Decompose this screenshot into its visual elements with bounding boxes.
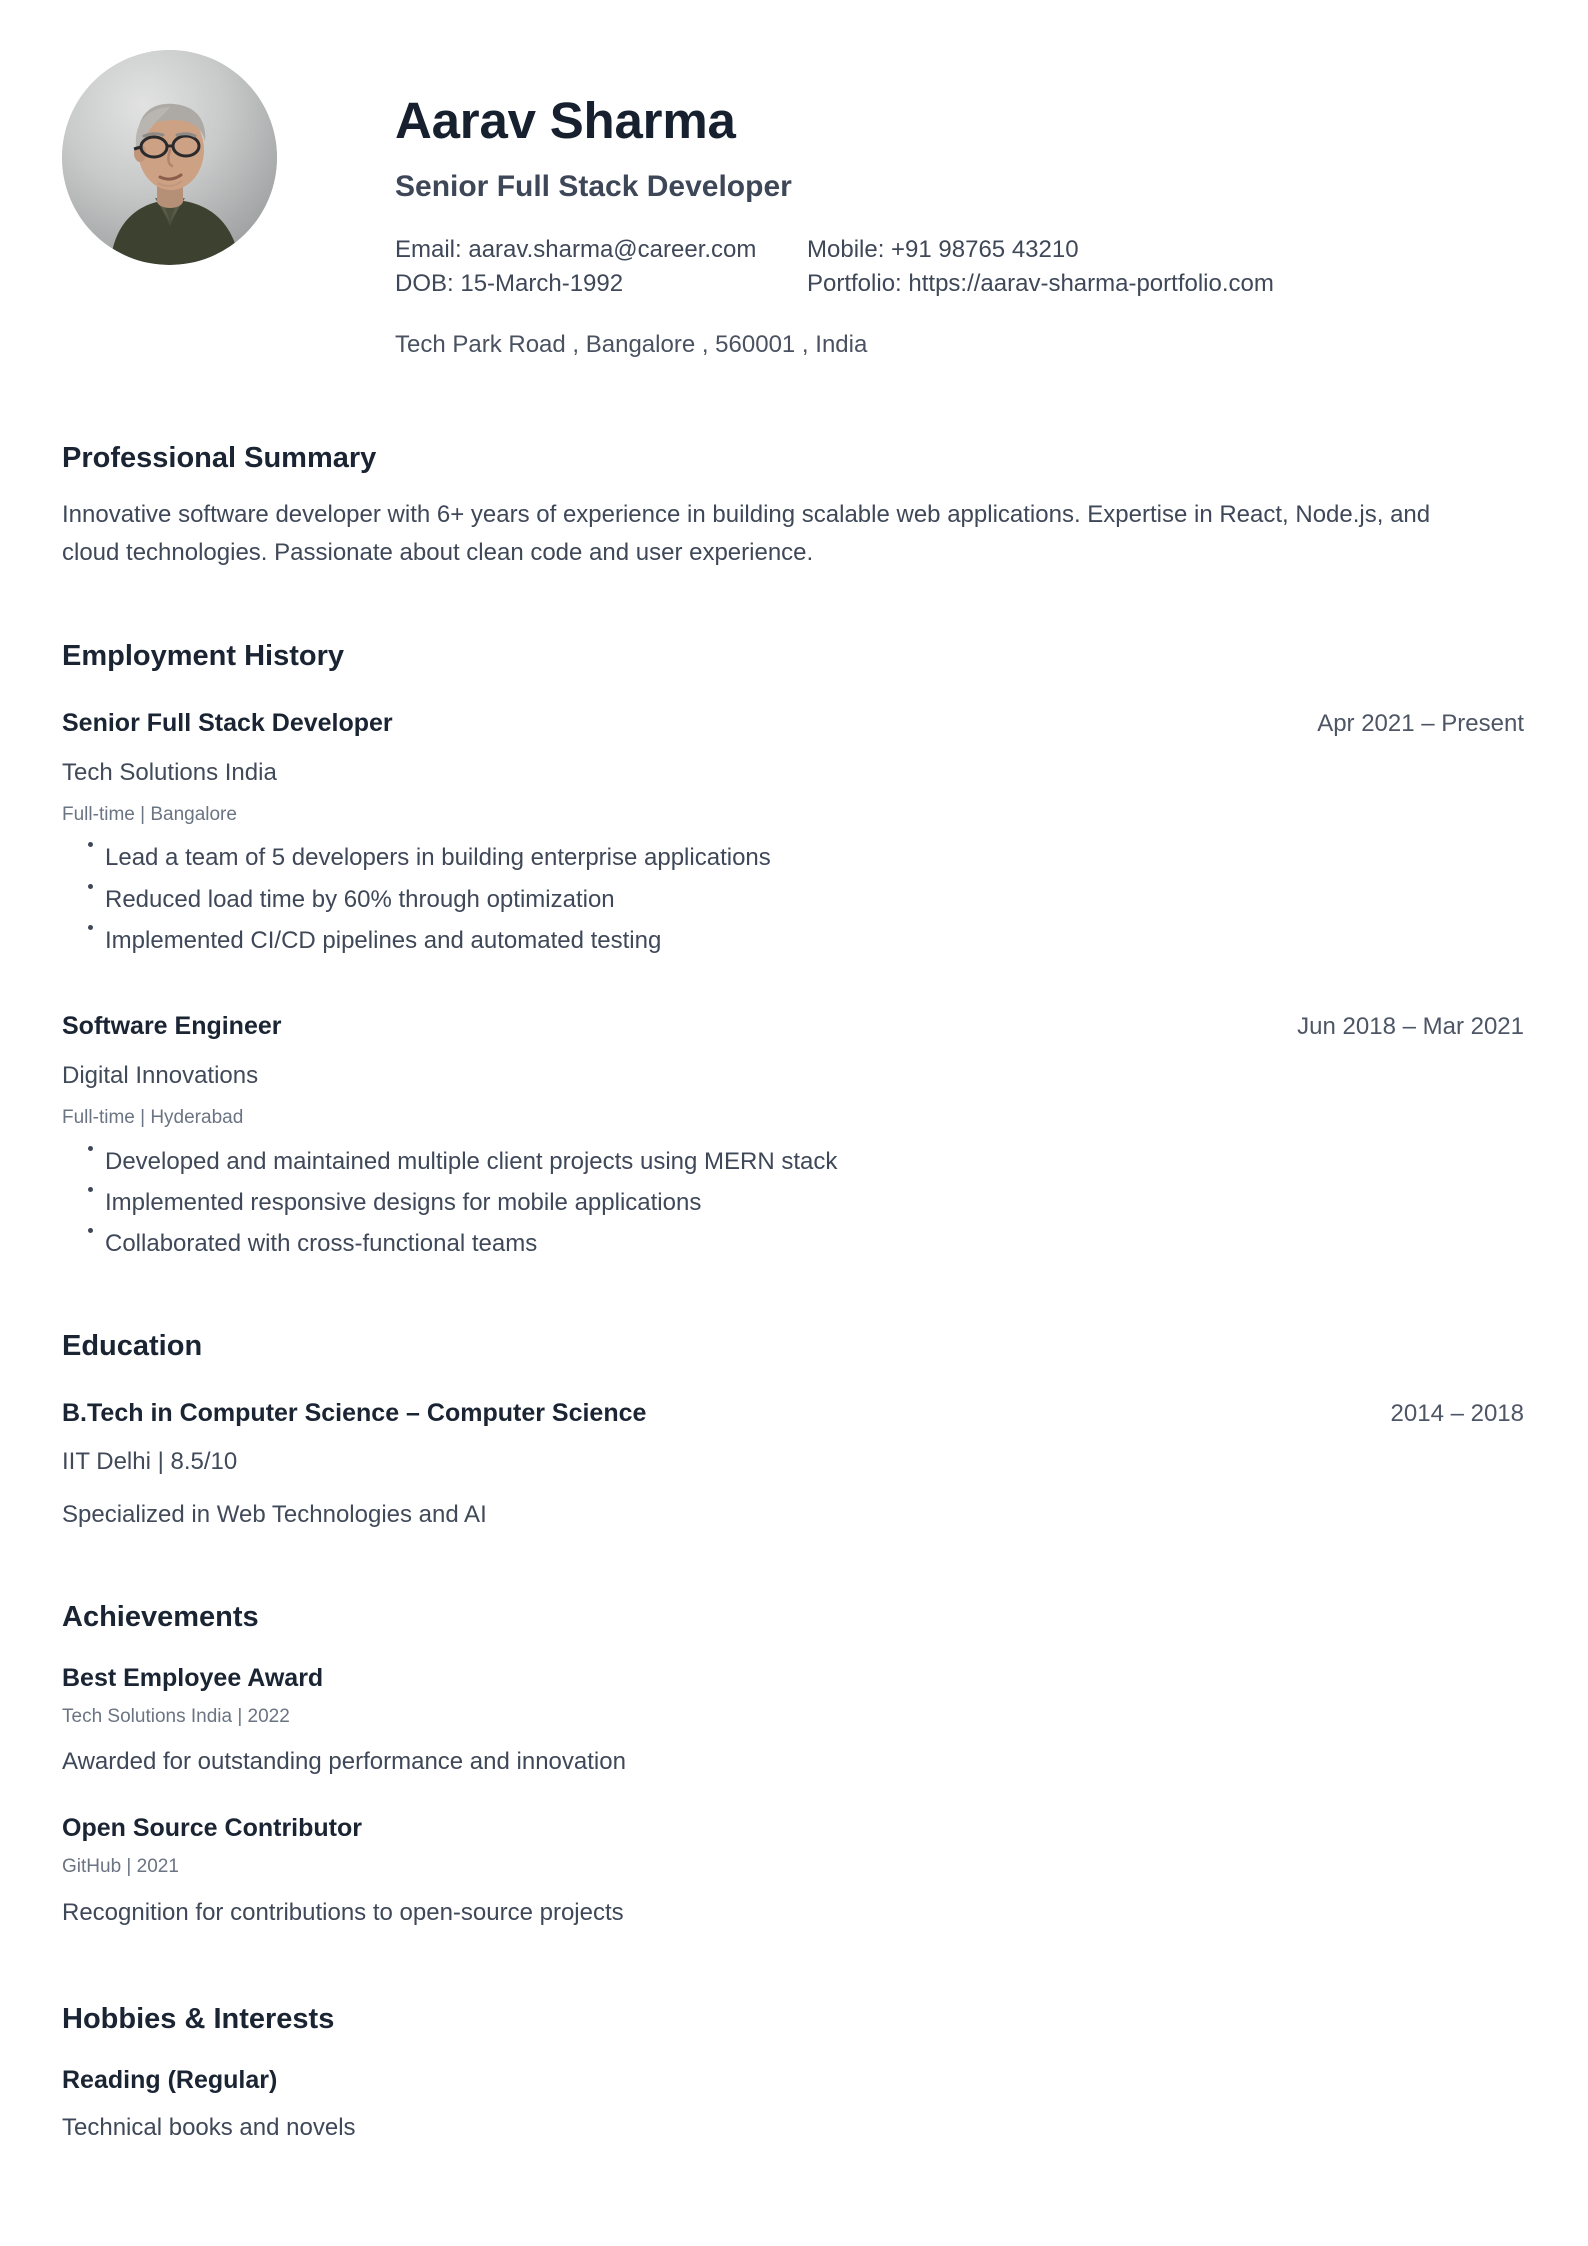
employment-meta: Full-time | Hyderabad <box>62 1106 244 1128</box>
section-achievements <box>62 1600 1524 1928</box>
contact-mobile: Mobile: +91 98765 43210 <box>807 235 1079 263</box>
employment-bullet-list <box>62 1148 1524 1259</box>
achievement-title: Best Employee Award <box>62 1663 324 1692</box>
hobby-title: Reading (Regular) <box>62 2065 278 2094</box>
achievement-item <box>62 1813 1524 1928</box>
section-professional-summary <box>62 441 1524 574</box>
section-title-achievements: Achievements <box>62 1600 259 1633</box>
list-item: Reduced load time by 60% through optimization <box>62 886 1524 914</box>
contact-dob: DOB: 15-March-1992 <box>395 269 624 297</box>
achievement-item <box>62 1663 1524 1778</box>
section-title-employment: Employment History <box>62 640 344 673</box>
employment-company: Tech Solutions India <box>62 758 277 786</box>
achievement-meta: GitHub | 2021 <box>62 1856 179 1878</box>
avatar <box>62 50 277 265</box>
education-entry-head <box>62 1398 1524 1429</box>
achievement-title: Open Source Contributor <box>62 1814 362 1843</box>
hobby-description: Technical books and novels <box>62 2113 356 2141</box>
section-title-summary: Professional Summary <box>62 441 377 474</box>
education-school: IIT Delhi | 8.5/10 <box>62 1448 238 1476</box>
profile-photo-illustration <box>62 50 277 265</box>
summary-text: Innovative software developer with 6+ years of experience in building scalable web applications. Expertise in React, Node.js, and cloud technologies. Passionate about clean code and user experience. <box>62 500 1431 567</box>
list-item: Collaborated with cross-functional teams <box>62 1230 1524 1258</box>
header-text-block <box>277 48 1524 359</box>
employment-entry <box>62 708 1524 955</box>
list-item: Implemented CI/CD pipelines and automated testing <box>62 927 1524 955</box>
employment-entry-head <box>62 708 1524 739</box>
list-item: Lead a team of 5 developers in building enterprise applications <box>62 844 1524 872</box>
education-date: 2014 – 2018 <box>1390 1399 1524 1427</box>
employment-entry-head <box>62 1011 1524 1042</box>
list-item: Implemented responsive designs for mobile applications <box>62 1189 1524 1217</box>
achievement-description: Recognition for contributions to open-source projects <box>62 1899 624 1927</box>
contact-grid <box>395 233 1524 301</box>
section-education <box>62 1329 1524 1530</box>
section-title-education: Education <box>62 1329 203 1362</box>
achievement-description: Awarded for outstanding performance and innovation <box>62 1748 626 1776</box>
employment-entry <box>62 1011 1524 1258</box>
contact-address: Tech Park Road , Bangalore , 560001 , India <box>395 330 868 358</box>
profile-photo <box>62 50 277 265</box>
contact-email: Email: aarav.sharma@career.com <box>395 235 757 263</box>
section-employment-history <box>62 639 1524 1258</box>
education-entry <box>62 1398 1524 1530</box>
employment-role: Software Engineer <box>62 1012 282 1041</box>
education-note: Specialized in Web Technologies and AI <box>62 1501 487 1529</box>
resume-header <box>0 0 1588 359</box>
education-degree: B.Tech in Computer Science – Computer Science <box>62 1398 647 1427</box>
contact-column-right <box>807 233 1274 301</box>
contact-portfolio: Portfolio: https://aarav-sharma-portfolio.com <box>807 269 1274 297</box>
employment-date: Jun 2018 – Mar 2021 <box>1297 1013 1524 1041</box>
employment-bullet-list <box>62 844 1524 955</box>
contact-column-left <box>395 233 807 301</box>
page-title: Aarav Sharma <box>395 92 736 149</box>
hobby-item <box>62 2065 1524 2143</box>
job-title: Senior Full Stack Developer <box>395 169 792 203</box>
employment-date: Apr 2021 – Present <box>1317 710 1524 738</box>
resume-body <box>0 441 1588 2143</box>
employment-meta: Full-time | Bangalore <box>62 803 237 825</box>
list-item: Developed and maintained multiple client projects using MERN stack <box>62 1148 1524 1176</box>
section-title-hobbies: Hobbies & Interests <box>62 2002 335 2035</box>
achievement-meta: Tech Solutions India | 2022 <box>62 1705 290 1727</box>
section-hobbies-interests <box>62 2002 1524 2143</box>
employment-company: Digital Innovations <box>62 1062 259 1090</box>
employment-role: Senior Full Stack Developer <box>62 709 393 738</box>
